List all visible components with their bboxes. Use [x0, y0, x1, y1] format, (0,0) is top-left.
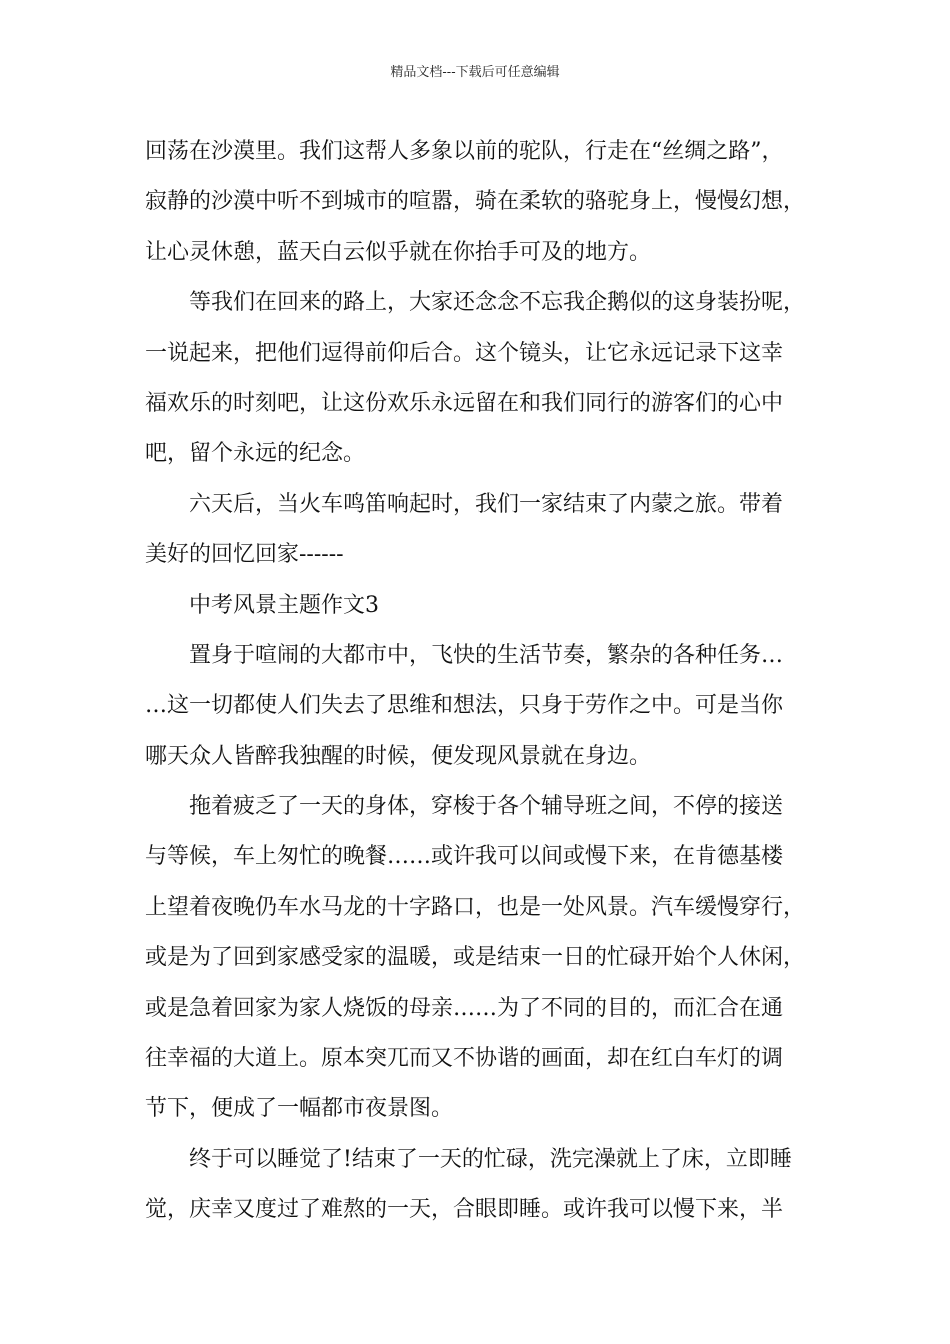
text-line: 寂静的沙漠中听不到城市的喧嚣，骑在柔软的骆驼身上，慢慢幻想， [145, 189, 806, 215]
section-heading: 中考风景主题作文3 [145, 592, 379, 618]
document-body [145, 127, 810, 1236]
text-line: 一说起来，把他们逗得前仰后合。这个镜头，让它永远记录下这幸 [145, 340, 784, 366]
text-line: 吧，留个永远的纪念。 [145, 441, 366, 467]
text-line: 或是急着回家为家人烧饭的母亲……为了不同的目的，而汇合在通 [145, 995, 784, 1021]
text-line: 与等候，车上匆忙的晚餐……或许我可以间或慢下来，在肯德基楼 [145, 844, 784, 870]
text-line: 上望着夜晚仍车水马龙的十字路口，也是一处风景。汽车缓慢穿行， [145, 894, 806, 920]
text-line: 终于可以睡觉了!结束了一天的忙碌，洗完澡就上了床，立即睡 [145, 1146, 792, 1172]
text-line: 拖着疲乏了一天的身体，穿梭于各个辅导班之间，不停的接送 [145, 794, 784, 820]
text-line: 哪天众人皆醉我独醒的时候，便发现风景就在身边。 [145, 743, 652, 769]
text-line: 美好的回忆回家------ [145, 542, 344, 568]
text-line: 觉，庆幸又度过了难熬的一天，合眼即睡。或许我可以慢下来，半 [145, 1197, 784, 1223]
text-line: 节下，便成了一幅都市夜景图。 [145, 1096, 454, 1122]
text-line: 六天后，当火车鸣笛响起时，我们一家结束了内蒙之旅。带着 [145, 491, 784, 517]
text-line: …这一切都使人们失去了思维和想法，只身于劳作之中。可是当你 [145, 693, 784, 719]
text-line: 或是为了回到家感受家的温暖，或是结束一日的忙碌开始个人休闲， [145, 945, 806, 971]
text-line: 让心灵休憩，蓝天白云似乎就在你抬手可及的地方。 [145, 239, 652, 265]
text-line: 往幸福的大道上。原本突兀而又不协谐的画面，却在红白车灯的调 [145, 1046, 784, 1072]
text-line: 福欢乐的时刻吧，让这份欢乐永远留在和我们同行的游客们的心中 [145, 390, 784, 416]
text-line: 等我们在回来的路上，大家还念念不忘我企鹅似的这身装扮呢， [145, 290, 806, 316]
page-header: 精品文档---下载后可任意编辑 [390, 65, 560, 80]
text-line: 回荡在沙漠里。我们这帮人多象以前的驼队，行走在“丝绸之路”， [145, 139, 784, 164]
text-line: 置身于喧闹的大都市中，飞快的生活节奏，繁杂的各种任务… [145, 642, 784, 668]
